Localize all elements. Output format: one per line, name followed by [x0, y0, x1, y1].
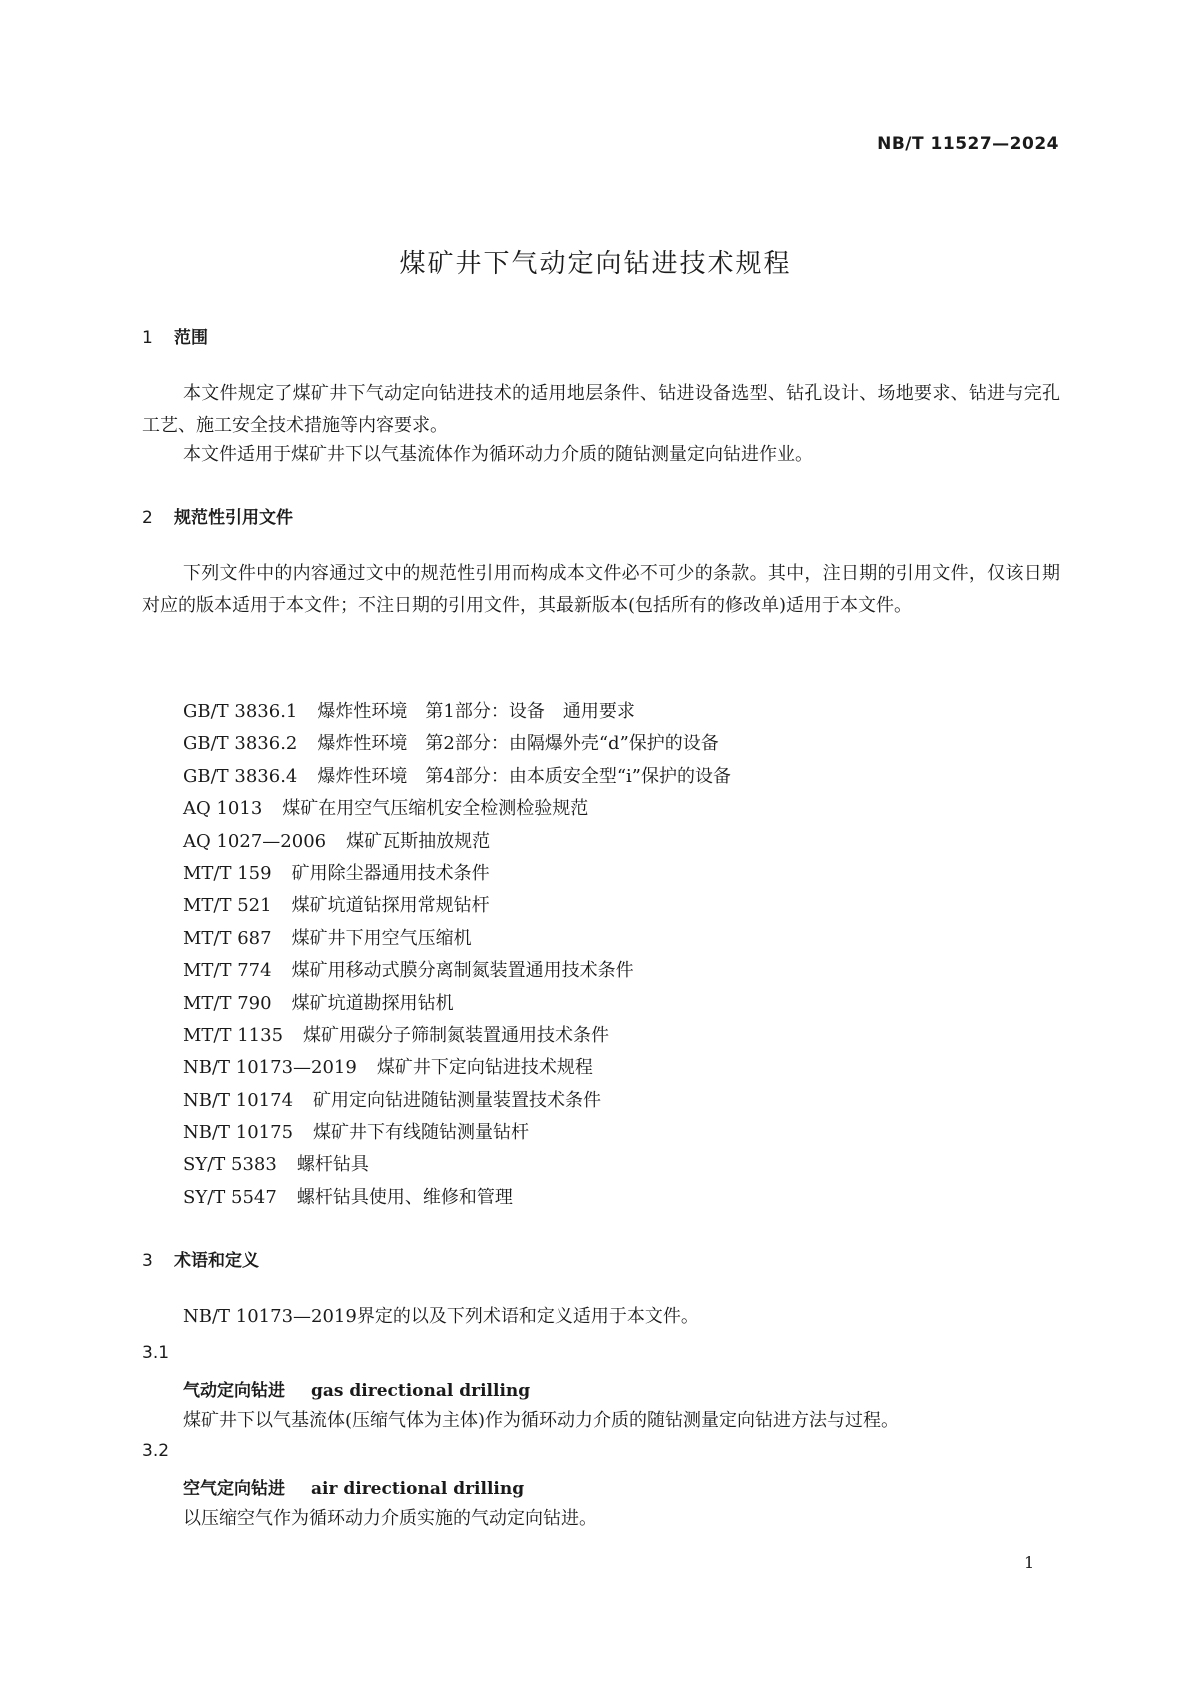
reference-title: 螺杆钻具使用、维修和管理 [296, 1186, 513, 1208]
reference-code: GB/T 3836.4 [183, 765, 298, 787]
reference-item [183, 1085, 731, 1117]
term-english: air directional drilling [311, 1479, 525, 1499]
term-number: 3.2 [142, 1441, 170, 1461]
scope-paragraph-1: 本文件规定了煤矿井下气动定向钻进技术的适用地层条件、钻进设备选型、钻孔设计、场地要求、钻进与完孔工艺、施工安全技术措施等内容要求。 [142, 383, 1060, 436]
reference-list [183, 696, 731, 1214]
section-title: 规范性引用文件 [174, 508, 293, 528]
reference-code: SY/T 5547 [183, 1186, 277, 1208]
reference-title: 煤矿井下定向钻进技术规程 [376, 1057, 593, 1079]
reference-title: 螺杆钻具 [296, 1154, 369, 1176]
term-heading [183, 1474, 524, 1499]
section-title: 术语和定义 [174, 1251, 259, 1271]
reference-code: SY/T 5383 [183, 1154, 277, 1176]
reference-title: 煤矿井下有线随钻测量钻杆 [313, 1122, 530, 1144]
section-2-heading [142, 503, 293, 528]
term-definition: 煤矿井下以气基流体(压缩气体为主体)作为循环动力介质的随钻测量定向钻进方法与过程。 [183, 1410, 900, 1431]
reference-item [183, 858, 731, 890]
reference-code: MT/T 159 [183, 862, 272, 884]
reference-item [183, 890, 731, 922]
term-number: 3.1 [142, 1343, 170, 1363]
reference-item [183, 955, 731, 987]
section-title: 范围 [174, 328, 208, 348]
reference-title: 煤矿井下用空气压缩机 [291, 927, 472, 949]
reference-item [183, 793, 731, 825]
reference-title: 煤矿瓦斯抽放规范 [346, 830, 491, 852]
term-english: gas directional drilling [311, 1381, 531, 1401]
reference-code: NB/T 10175 [183, 1122, 294, 1144]
section-1-heading [142, 323, 208, 348]
reference-code: MT/T 774 [183, 960, 272, 982]
standard-code: NB/T 11527—2024 [877, 134, 1059, 154]
term-chinese: 气动定向钻进 [183, 1381, 285, 1401]
reference-title: 煤矿坑道勘探用钻机 [291, 992, 454, 1014]
reference-item [183, 988, 731, 1020]
reference-title: 煤矿用移动式膜分离制氮装置通用技术条件 [291, 960, 634, 982]
reference-code: MT/T 687 [183, 927, 272, 949]
reference-item [183, 1117, 731, 1149]
reference-item [183, 1052, 731, 1084]
section-number: 2 [142, 508, 153, 528]
term-definition: 以压缩空气作为循环动力介质实施的气动定向钻进。 [183, 1508, 597, 1529]
reference-title: 矿用除尘器通用技术条件 [291, 862, 490, 884]
reference-title: 爆炸性环境 第2部分：由隔爆外壳“d”保护的设备 [317, 733, 719, 755]
reference-item [183, 728, 731, 760]
reference-item [183, 1149, 731, 1181]
reference-item [183, 1182, 731, 1214]
document-title: 煤矿井下气动定向钻进技术规程 [399, 249, 792, 279]
term-chinese: 空气定向钻进 [183, 1479, 285, 1499]
term-heading [183, 1376, 530, 1401]
reference-title: 爆炸性环境 第4部分：由本质安全型“i”保护的设备 [317, 765, 732, 787]
reference-title: 煤矿用碳分子筛制氮装置通用技术条件 [303, 1024, 610, 1046]
reference-code: GB/T 3836.2 [183, 733, 298, 755]
section-3-heading [142, 1246, 259, 1271]
reference-title: 矿用定向钻进随钻测量装置技术条件 [313, 1089, 602, 1111]
reference-item [183, 696, 731, 728]
reference-title: 煤矿坑道钻探用常规钻杆 [291, 895, 490, 917]
references-intro: 下列文件中的内容通过文中的规范性引用而构成本文件必不可少的条款。其中，注日期的引用文件，仅该日期对应的版本适用于本文件；不注日期的引用文件，其最新版本(包括所有的修改单)适用于本文件。 [142, 563, 1060, 616]
terms-intro: NB/T 10173—2019界定的以及下列术语和定义适用于本文件。 [183, 1306, 699, 1327]
reference-item [183, 826, 731, 858]
reference-code: AQ 1013 [183, 798, 263, 820]
reference-code: MT/T 790 [183, 992, 272, 1014]
reference-code: MT/T 1135 [183, 1024, 284, 1046]
reference-code: GB/T 3836.1 [183, 701, 298, 722]
section-number: 3 [142, 1251, 153, 1271]
reference-code: MT/T 521 [183, 895, 272, 917]
reference-item [183, 1020, 731, 1052]
reference-title: 爆炸性环境 第1部分：设备 通用要求 [317, 701, 635, 722]
reference-title: 煤矿在用空气压缩机安全检测检验规范 [282, 798, 589, 820]
section-number: 1 [142, 328, 153, 348]
reference-item [183, 923, 731, 955]
scope-paragraph-2: 本文件适用于煤矿井下以气基流体作为循环动力介质的随钻测量定向钻进作业。 [183, 444, 813, 465]
reference-code: NB/T 10174 [183, 1089, 294, 1111]
reference-item [183, 761, 731, 793]
reference-code: NB/T 10173—2019 [183, 1057, 357, 1079]
page-number: 1 [1024, 1553, 1035, 1572]
reference-code: AQ 1027—2006 [183, 830, 327, 852]
